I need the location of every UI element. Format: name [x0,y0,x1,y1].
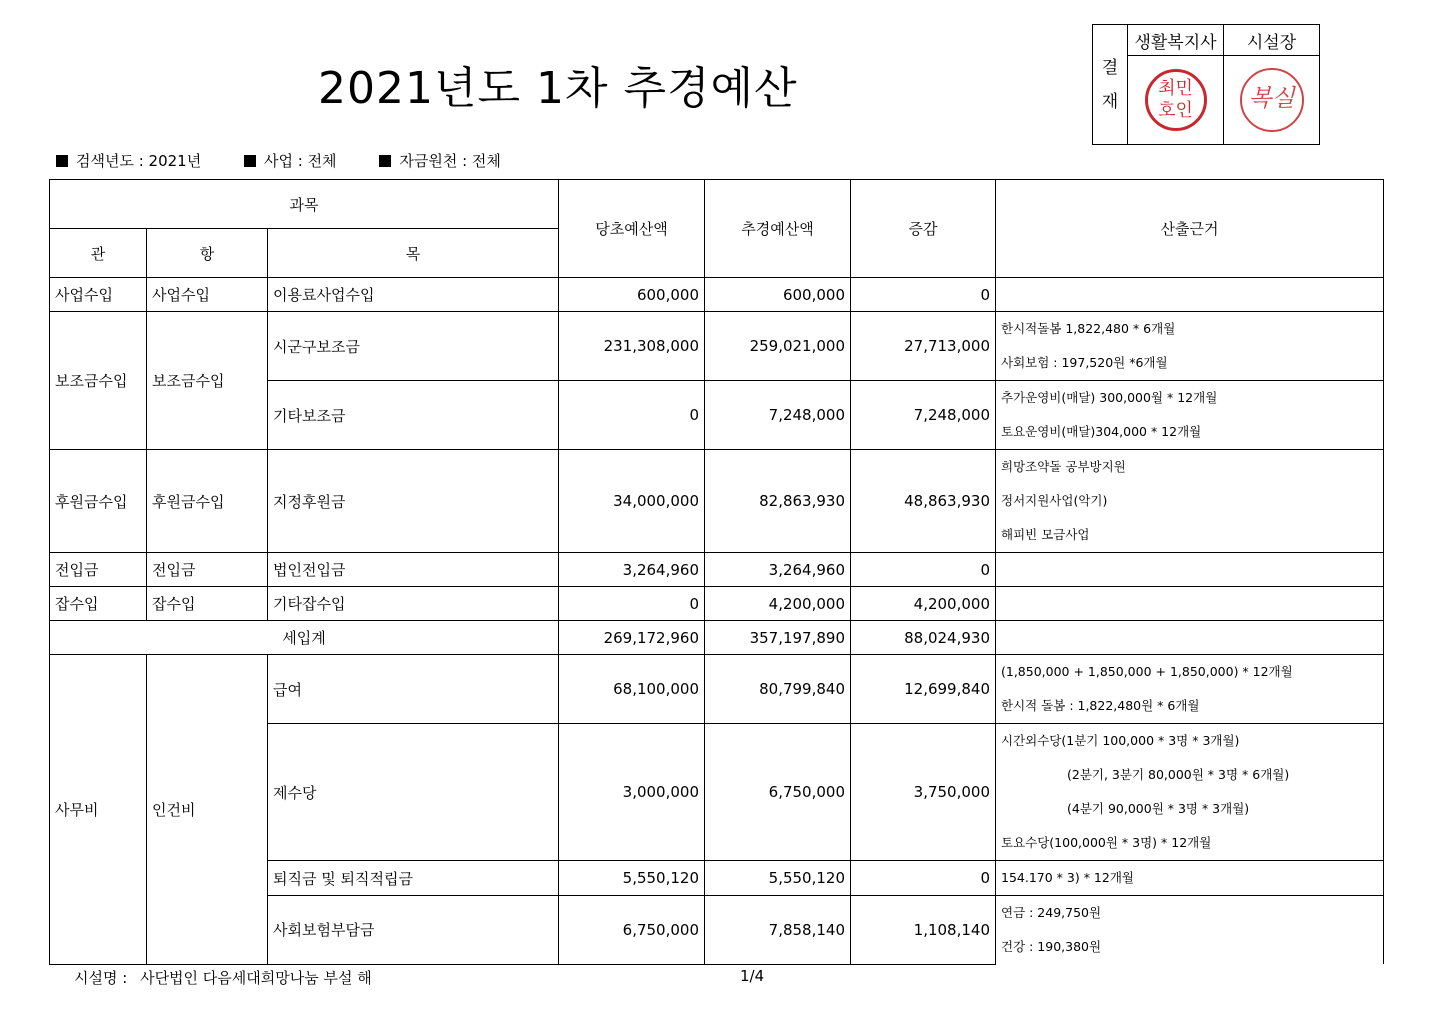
cell-basis [996,553,1384,587]
cell-mok: 제수당 [268,724,559,861]
header-diff: 증감 [851,180,996,278]
cell-diff: 12,699,840 [851,655,996,724]
cell-diff: 4,200,000 [851,587,996,621]
cell-revised: 259,021,000 [705,312,851,381]
cell-diff: 7,248,000 [851,381,996,450]
basis-line: 토요운영비(매달)304,000 * 12개월 [1001,424,1202,439]
cell-diff: 0 [851,278,996,312]
cell-basis [996,587,1384,621]
cell-mok: 시군구보조금 [268,312,559,381]
cell-revised: 82,863,930 [705,450,851,553]
cell-hang: 보조금수입 [147,312,268,450]
cell-revised: 5,550,120 [705,861,851,896]
page-number: 1/4 [740,967,765,985]
table-row [50,450,1384,553]
square-bullet-icon [56,155,68,167]
cell-basis [996,312,1384,381]
basis-line: 토요수당(100,000원 * 3명) * 12개월 [1001,835,1212,850]
cell-mok: 이용료사업수입 [268,278,559,312]
cell-diff: 0 [851,861,996,896]
basis-line: (1,850,000 + 1,850,000 + 1,850,000) * 12개월 [1001,664,1293,679]
header-hang: 항 [147,229,268,278]
table-row [50,553,1384,587]
basis-line: 정서지원사업(악기) [1001,493,1108,508]
header-mok: 목 [268,229,559,278]
cell-revised: 7,248,000 [705,381,851,450]
header-subject: 과목 [50,180,559,229]
cell-revised: 80,799,840 [705,655,851,724]
cell-hang: 사업수입 [147,278,268,312]
facility-footer [74,967,372,988]
cell-hang: 인건비 [147,655,268,965]
header-basis: 산출근거 [996,180,1384,278]
basis-line: 해피빈 모금사업 [1001,527,1090,542]
cell-diff: 1,108,140 [851,896,996,965]
subtotal-row [50,621,1384,655]
cell-initial: 5,550,120 [559,861,705,896]
cell-diff: 3,750,000 [851,724,996,861]
header-revised: 추경예산액 [705,180,851,278]
cell-initial: 68,100,000 [559,655,705,724]
cell-initial: 0 [559,587,705,621]
basis-line: 연금 : 249,750원 [1001,905,1102,920]
budget-table [49,179,1384,965]
filter-fund-source: 자금원천 : 전체 [379,152,501,170]
cell-basis [996,861,1384,896]
basis-line: 추가운영비(매달) 300,000월 * 12개월 [1001,390,1218,405]
cell-gwan: 후원금수입 [50,450,147,553]
square-bullet-icon [379,155,391,167]
table-row [50,655,1384,724]
cell-revised: 6,750,000 [705,724,851,861]
cell-initial: 231,308,000 [559,312,705,381]
square-bullet-icon [244,155,256,167]
cell-basis [996,278,1384,312]
cell-diff: 88,024,930 [851,621,996,655]
cell-gwan: 사업수입 [50,278,147,312]
cell-initial: 3,264,960 [559,553,705,587]
cell-diff: 48,863,930 [851,450,996,553]
cell-diff: 0 [851,553,996,587]
cell-revised: 357,197,890 [705,621,851,655]
cell-diff: 27,713,000 [851,312,996,381]
seal-stamp: 최민 호인 [1145,69,1207,131]
signature-cell [1224,56,1320,145]
cell-gwan: 보조금수입 [50,312,147,450]
table-row [50,312,1384,381]
cell-gwan: 사무비 [50,655,147,965]
facility-label: 시설명 : [74,969,128,987]
cell-mok: 급여 [268,655,559,724]
cell-hang: 잡수입 [147,587,268,621]
basis-line: (2분기, 3분기 80,000원 * 3명 * 6개월) [1067,767,1290,782]
header-initial: 당초예산액 [559,180,705,278]
basis-line: (4분기 90,000원 * 3명 * 3개월) [1067,801,1250,816]
cell-mok: 기타보조금 [268,381,559,450]
cell-revised: 3,264,960 [705,553,851,587]
page-title: 2021년도 1차 추경예산 [318,63,798,114]
cell-basis [996,450,1384,553]
cell-initial: 6,750,000 [559,896,705,965]
search-filters [56,150,539,171]
approval-label: 결 재 [1093,25,1128,145]
signature-cell [1128,56,1224,145]
cell-mok: 퇴직금 및 퇴직적립금 [268,861,559,896]
cell-gwan: 전입금 [50,553,147,587]
approval-box [1092,24,1320,145]
cell-mok: 법인전입금 [268,553,559,587]
cell-basis [996,655,1384,724]
cell-gwan: 잡수입 [50,587,147,621]
table-row [50,587,1384,621]
cell-mok: 지정후원금 [268,450,559,553]
cell-basis [996,724,1384,861]
subtotal-label: 세입계 [50,621,559,655]
header-gwan: 관 [50,229,147,278]
basis-line: 건강 : 190,380원 [1001,939,1102,954]
cell-initial: 0 [559,381,705,450]
cell-initial: 3,000,000 [559,724,705,861]
cell-initial: 269,172,960 [559,621,705,655]
filter-year: 검색년도 : 2021년 [56,152,201,170]
facility-name: 사단법인 다음세대희망나눔 부설 해 [140,969,372,987]
cell-basis [996,621,1384,655]
cell-initial: 600,000 [559,278,705,312]
filter-business: 사업 : 전체 [244,152,337,170]
cell-hang: 후원금수입 [147,450,268,553]
basis-line: 154.170 * 3) * 12개월 [1001,870,1134,885]
basis-line: 희망조약돌 공부방지원 [1001,459,1126,474]
cell-mok: 사회보험부담금 [268,896,559,965]
cell-revised: 600,000 [705,278,851,312]
cell-revised: 7,858,140 [705,896,851,965]
cell-hang: 전입금 [147,553,268,587]
approval-role: 시설장 [1224,25,1320,56]
table-row [50,278,1384,312]
approval-role: 생활복지사 [1128,25,1224,56]
basis-line: 한시적 돌봄 : 1,822,480원 * 6개월 [1001,698,1200,713]
cell-basis [996,896,1384,965]
cell-revised: 4,200,000 [705,587,851,621]
basis-line: 한시적돌봄 1,822,480 * 6개월 [1001,321,1176,336]
basis-line: 사회보험 : 197,520원 *6개월 [1001,355,1168,370]
cell-initial: 34,000,000 [559,450,705,553]
cell-basis [996,381,1384,450]
seal-stamp: 복실 [1240,68,1304,132]
basis-line: 시간외수당(1분기 100,000 * 3명 * 3개월) [1001,733,1240,748]
cell-mok: 기타잡수입 [268,587,559,621]
